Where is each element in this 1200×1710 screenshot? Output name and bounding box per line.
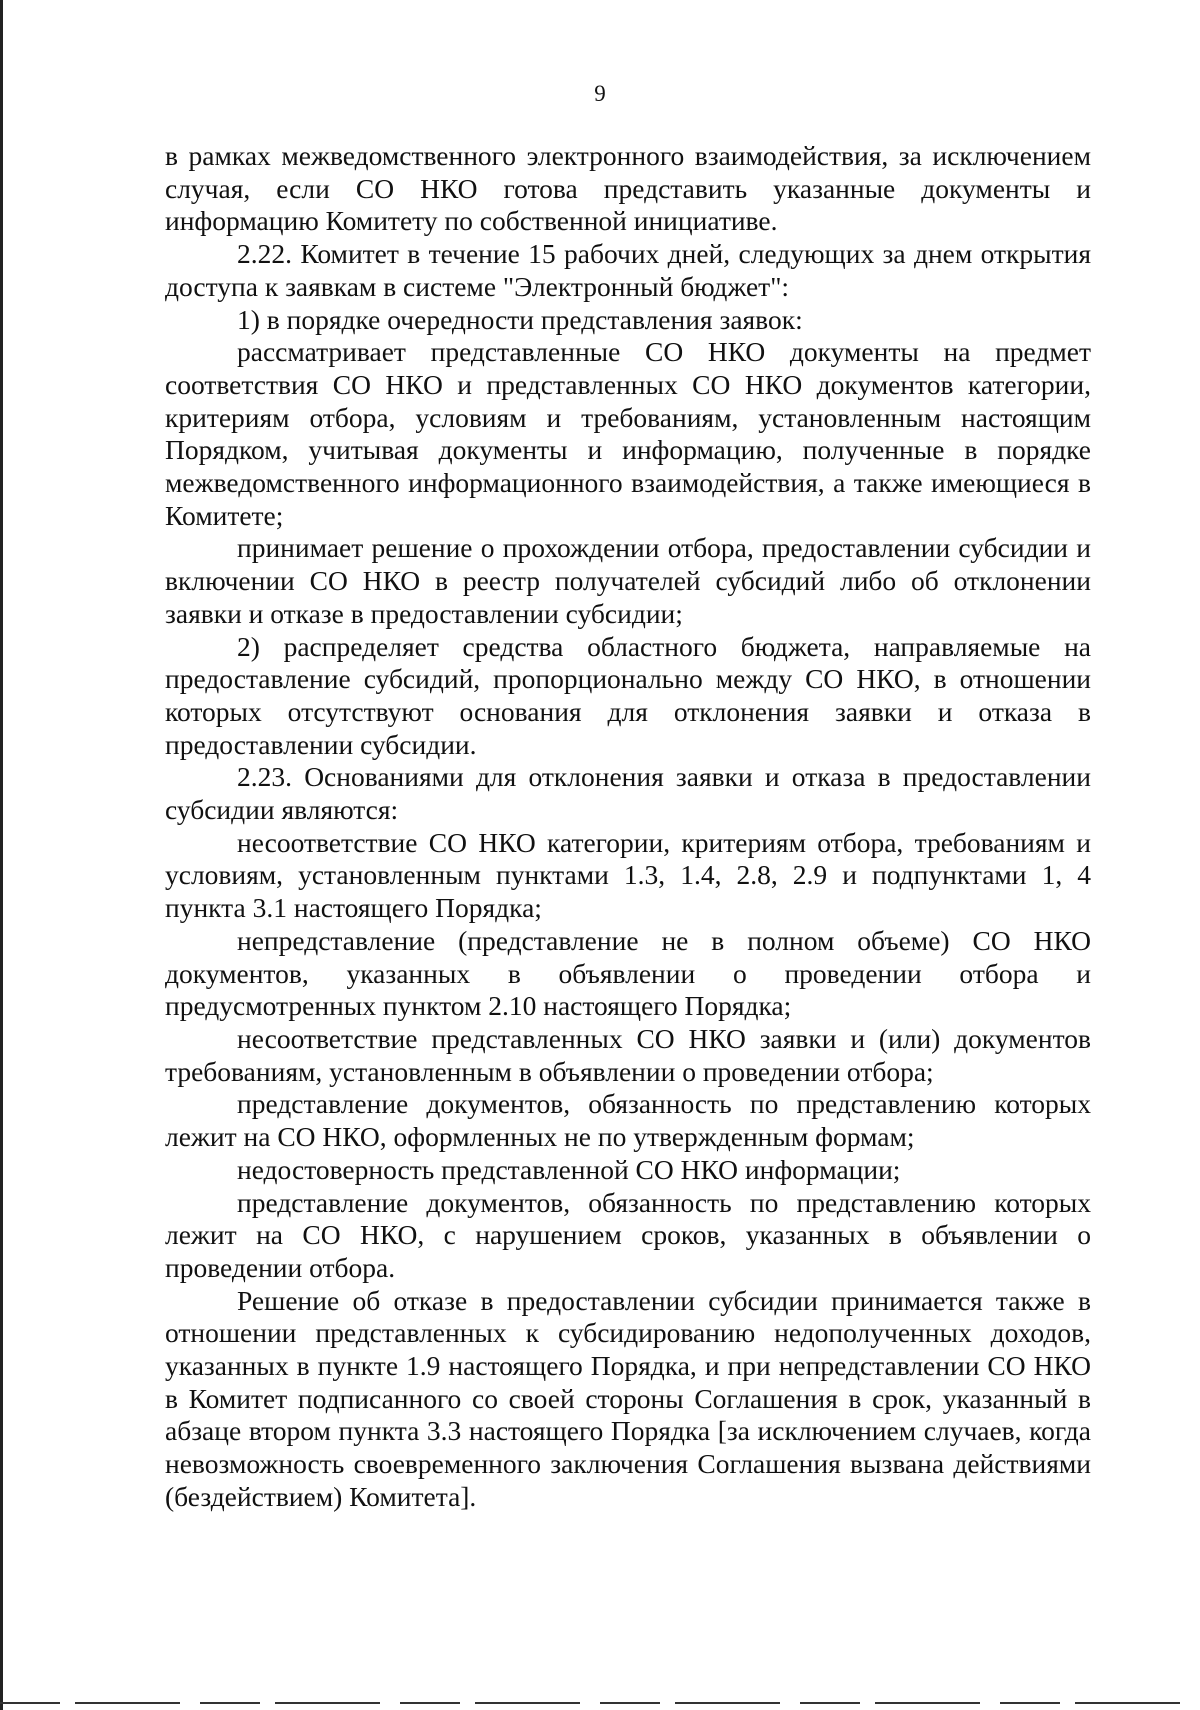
- scan-left-edge: [0, 0, 3, 1710]
- paragraph: 2.22. Комитет в течение 15 рабочих дней, следующих за днем открытия доступа к заявкам в системе "Электронный бюджет":: [165, 238, 1091, 302]
- paragraph: несоответствие СО НКО категории, критериям отбора, требованиям и условиям, установленным пунктами 1.3, 1.4, 2.8, 2.9 и подпунктами 1, 4 пункта 3.1 настоящего Порядка;: [165, 826, 1091, 924]
- paragraph: 2.23. Основаниями для отклонения заявки и отказа в предоставлении субсидии являются:: [165, 761, 1091, 826]
- paragraph: несоответствие представленных СО НКО заявки и (или) документов требованиям, установленным в объявлении о проведении отбора;: [165, 1022, 1091, 1087]
- paragraph: непредставление (представление не в полном объеме) СО НКО документов, указанных в объявлении о проведении отбора и предусмотренных пунктом 2.10 настоящего Порядка;: [165, 924, 1091, 1022]
- paragraph: представление документов, обязанность по представлению которых лежит на СО НКО, оформленных не по утвержденным формам;: [165, 1088, 1091, 1153]
- paragraph: 1) в порядке очередности представления заявок:: [237, 303, 803, 335]
- paragraph: недостоверность представленной СО НКО информации;: [237, 1153, 901, 1185]
- paragraph: рассматривает представленные СО НКО документы на предмет соответствия СО НКО и представленных СО НКО документов категории, критериям отбора, условиям и требованиям, установленным настоящим Порядком, учитывая документы и информацию, полученные в порядке межведомственного информационного взаимодействия, а также имеющиеся в Комитете;: [165, 336, 1091, 531]
- paragraph: представление документов, обязанность по представлению которых лежит на СО НКО, с нарушением сроков, указанных в объявлении о проведении отбора.: [165, 1186, 1091, 1283]
- scan-bottom-edge: [0, 1702, 1200, 1704]
- paragraph: в рамках межведомственного электронного взаимодействия, за исключением случая, если СО НКО готова представить указанные документы и информацию Комитету по собственной инициативе.: [165, 140, 1091, 237]
- paragraph: Решение об отказе в предоставлении субсидии принимается также в отношении представленных к субсидированию недополученных доходов, указанных в пункте 1.9 настоящего Порядка, и при непредставлении СО НКО в Комитет подписанного со своей стороны Соглашения в срок, указанный в абзаце втором пункта 3.3 настоящего Порядка [за исключением случаев, когда невозможность своевременного заключения Соглашения вызвана действиями (бездействием) Комитета].: [165, 1284, 1091, 1512]
- paragraph: принимает решение о прохождении отбора, предоставлении субсидии и включении СО НКО в реестр получателей субсидий либо об отклонении заявки и отказе в предоставлении субсидии;: [165, 532, 1091, 629]
- page-number: 9: [594, 81, 606, 106]
- document-body: [165, 140, 1091, 1514]
- paragraph: 2) распределяет средства областного бюджета, направляемые на предоставление субсидий, пропорционально между СО НКО, в отношении которых отсутствуют основания для отклонения заявки и отказа в предоставлении субсидии.: [165, 630, 1091, 760]
